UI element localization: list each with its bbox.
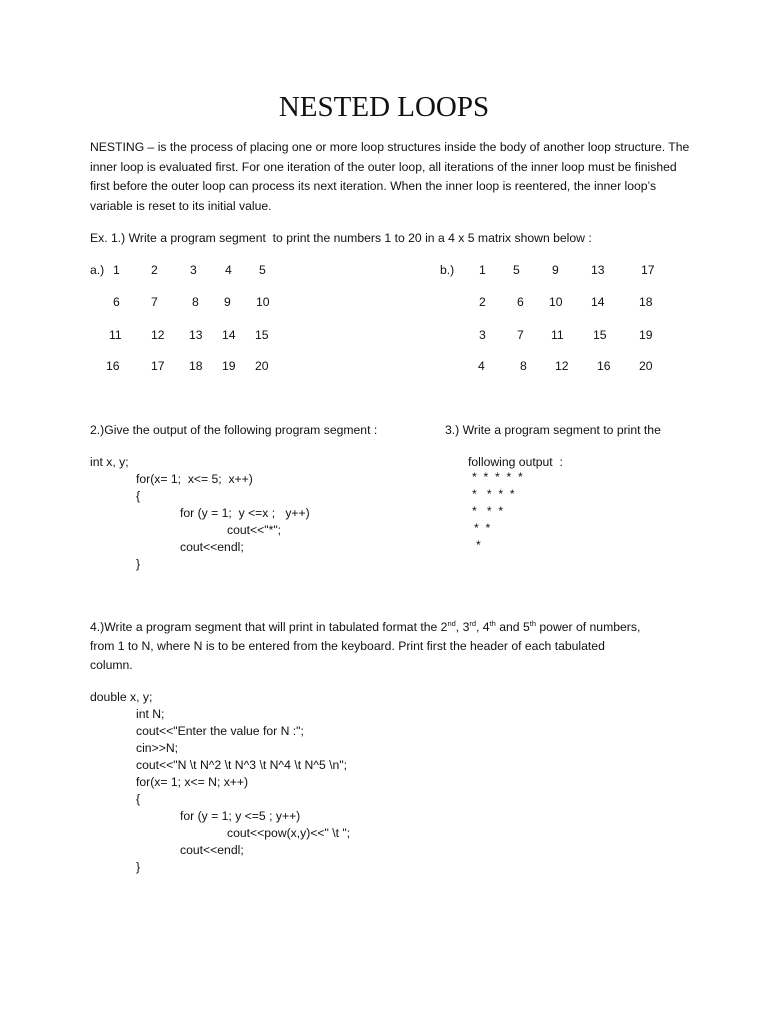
q4-code-line: cout<<endl;	[180, 843, 244, 857]
matrix-b-label: b.)	[440, 263, 455, 277]
matrix-b-cell: 19	[639, 328, 653, 342]
matrix-b-cell: 4	[478, 359, 485, 373]
matrix-a-cell: 11	[109, 328, 122, 342]
q4-code-line: cin>>N;	[136, 741, 179, 755]
q4-prompt: 4.)Write a program segment that will print in tabulated format the 2nd, 3rd, 4th and 5th power of numbers,	[90, 618, 641, 634]
matrix-a-cell: 14	[222, 328, 236, 342]
matrix-b-cell: 13	[591, 263, 605, 277]
matrix-a-cell: 20	[255, 359, 269, 373]
q4-code-line: for(x= 1; x<= N; x++)	[136, 775, 249, 789]
q3-prompt-cont: following output :	[468, 455, 563, 469]
q2-code-line: cout<<endl;	[180, 540, 244, 554]
q4-prompt-line2: from 1 to N, where N is to be entered from the keyboard. Print first the header of each tabulated	[90, 639, 605, 653]
matrix-b-cell: 2	[479, 295, 486, 309]
matrix-a-cell: 5	[259, 263, 266, 277]
q3-star-row: * * * * *	[472, 470, 523, 484]
q4-code-line: {	[136, 792, 141, 806]
intro-paragraph: NESTING – is the process of placing one or more loop structures inside the body of another loop structure. The inner loop is evaluated first. For one iteration of the outer loop, all iterations of the inner loop must be finished first before the outer loop can process its next iteration. When the inner loop is reentered, the inner loop’s variable is reset to its initial value.	[90, 140, 690, 213]
matrix-b-cell: 15	[593, 328, 607, 342]
q4-code-line: cout<<"Enter the value for N :";	[136, 724, 304, 738]
q2-code-line: for(x= 1; x<= 5; x++)	[136, 472, 253, 486]
matrix-b-cell: 17	[641, 263, 655, 277]
q2-code-line: cout<<"*";	[227, 523, 282, 537]
q4-code-line: cout<<"N \t N^2 \t N^3 \t N^4 \t N^5 \n";	[136, 758, 348, 772]
matrix-a-cell: 8	[192, 295, 199, 309]
matrix-a-cell: 19	[222, 359, 236, 373]
q3-star-row: * * *	[472, 504, 504, 518]
matrix-a-cell: 13	[189, 328, 203, 342]
q4-code-line: for (y = 1; y <=5 ; y++)	[180, 809, 301, 823]
q2-code-line: int x, y;	[90, 455, 129, 469]
q3-star-row: * *	[474, 521, 491, 535]
matrix-b-cell: 10	[549, 295, 563, 309]
q2-prompt: 2.)Give the output of the following program segment :	[90, 423, 378, 437]
q3-star-row: * * * *	[472, 487, 515, 501]
matrix-b-cell: 5	[513, 263, 520, 277]
q2-code-line: for (y = 1; y <=x ; y++)	[180, 506, 310, 520]
q4-code-line: }	[136, 860, 141, 874]
matrix-a-cell: 1	[113, 263, 120, 277]
matrix-b-cell: 9	[552, 263, 559, 277]
q4-code-line: int N;	[136, 707, 165, 721]
matrix-a-cell: 2	[151, 263, 158, 277]
matrix-b-cell: 16	[597, 359, 611, 373]
matrix-b-cell: 11	[551, 328, 564, 342]
matrix-a-cell: 15	[255, 328, 269, 342]
matrix-a-cell: 3	[190, 263, 197, 277]
q4-prompt-line3: column.	[90, 658, 133, 672]
matrix-a-cell: 17	[151, 359, 165, 373]
matrix-b-cell: 14	[591, 295, 605, 309]
q3-prompt: 3.) Write a program segment to print the	[445, 423, 661, 437]
matrix-b-cell: 12	[555, 359, 569, 373]
matrix-a-cell: 9	[224, 295, 231, 309]
matrix-b-cell: 3	[479, 328, 486, 342]
q2-code-line: }	[136, 557, 141, 571]
q3-star-row: *	[476, 538, 481, 552]
q2-code-line: {	[136, 489, 141, 503]
matrix-a-cell: 10	[256, 295, 270, 309]
ex1-prompt: Ex. 1.) Write a program segment to print the numbers 1 to 20 in a 4 x 5 matrix shown below :	[90, 231, 592, 245]
matrix-b-cell: 1	[479, 263, 486, 277]
q4-code-line: cout<<pow(x,y)<<" \t ";	[227, 826, 351, 840]
matrix-b-cell: 8	[520, 359, 527, 373]
matrix-a-cell: 12	[151, 328, 165, 342]
matrix-a-cell: 4	[225, 263, 232, 277]
matrix-b-cell: 6	[517, 295, 524, 309]
matrix-b-cell: 20	[639, 359, 653, 373]
matrix-b-cell: 7	[517, 328, 524, 342]
matrix-a-label: a.)	[90, 263, 105, 277]
matrix-a-cell: 6	[113, 295, 120, 309]
matrix-a-cell: 7	[151, 295, 158, 309]
matrix-a-cell: 18	[189, 359, 203, 373]
q4-code-line: double x, y;	[90, 690, 153, 704]
matrix-b-cell: 18	[639, 295, 653, 309]
matrix-a-cell: 16	[106, 359, 120, 373]
page-title: NESTED LOOPS	[278, 91, 490, 123]
